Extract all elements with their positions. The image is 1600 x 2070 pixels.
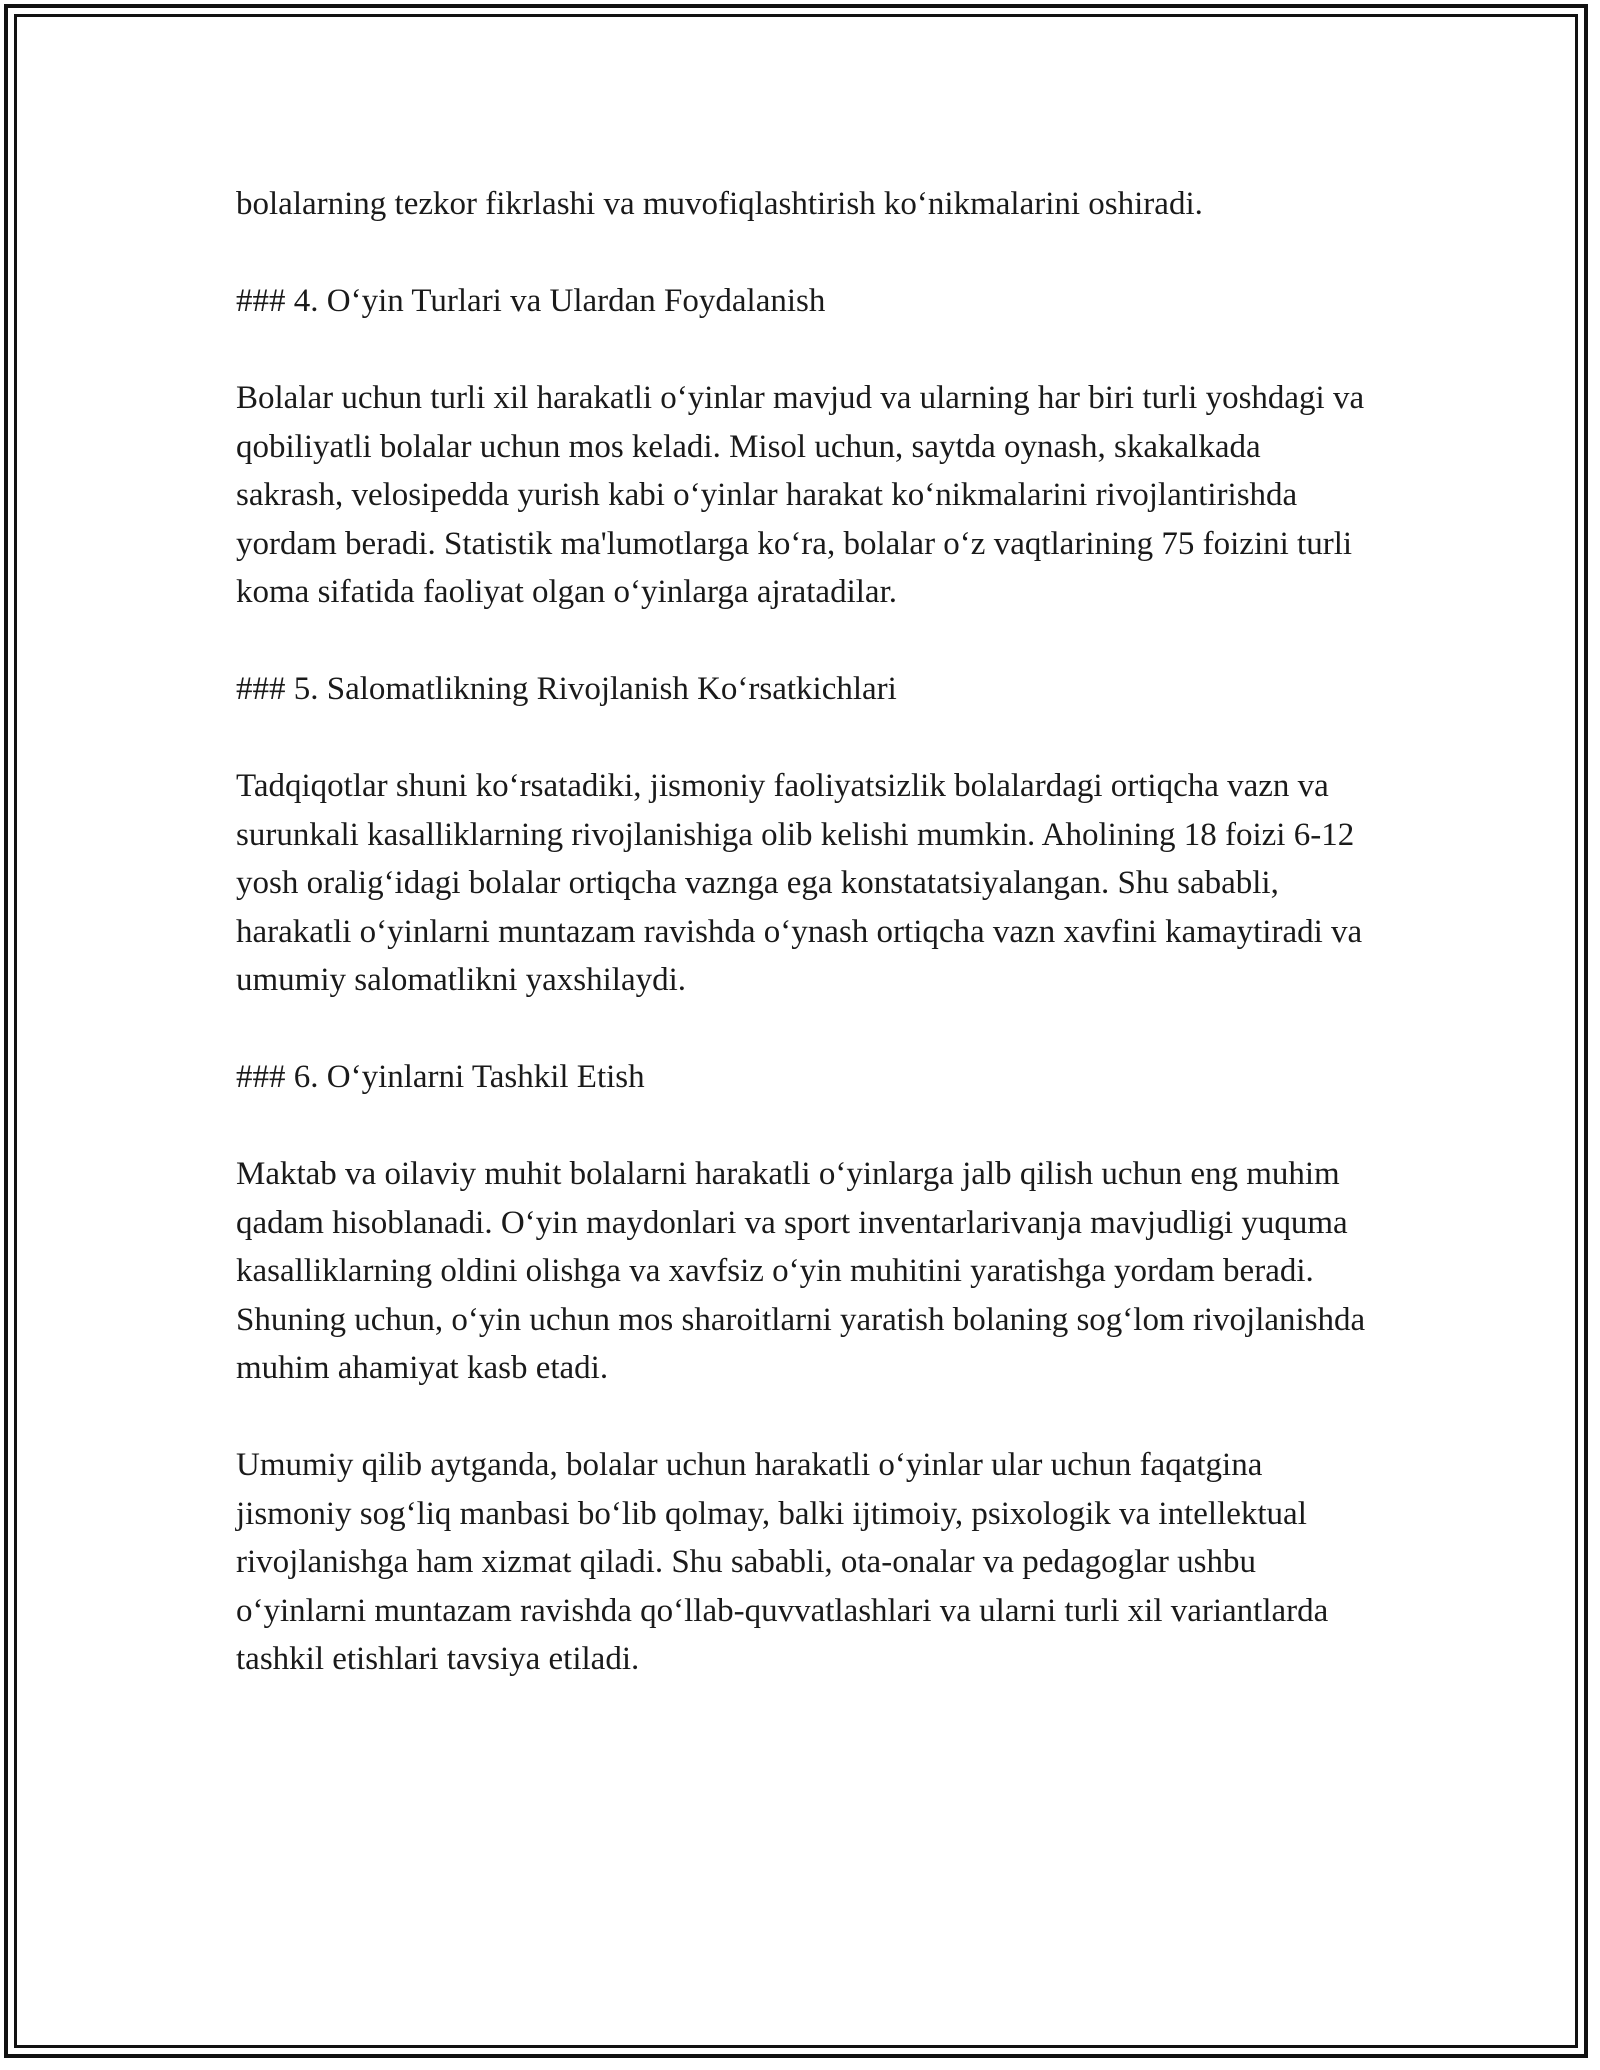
paragraph-conclusion: Umumiy qilib aytganda, bolalar uchun harakatli o‘yinlar ular uchun faqatgina jismoniy sog‘liq manbasi bo‘lib qolmay, balki ijtimoiy, psixologik va intellektual rivojlanishga ham xizmat qiladi. Shu sababli, ota-onalar va pedagoglar ushbu o‘yinlarni muntazam ravishda qo‘llab-quvvatlashlari va ularni turli xil variantlarda tashkil etishlari tavsiya etiladi. [236,1447,1329,1677]
paragraph-game-types: Bolalar uchun turli xil harakatli o‘yinlar mavjud va ularning har biri turli yoshdagi va qobiliyatli bolalar uchun mos keladi. Misol uchun, saytda oynash, skakalkada sakrash, velosipedda yurish kabi o‘yinlar harakat ko‘nikmalarini rivojlantirishda yordam beradi. Statistik ma'lumotlarga ko‘ra, bolalar o‘z vaqtlarining 75 foizini turli koma sifatida faoliyat olgan o‘yinlarga ajratadilar. [236,380,1365,610]
paragraph-health-indicators: Tadqiqotlar shuni ko‘rsatadiki, jismoniy faoliyatsizlik bolalardagi ortiqcha vazn va surunkali kasalliklarning rivojlanishiga olib kelishi mumkin. Aholining 18 foizi 6-12 yosh oralig‘idagi bolalar ortiqcha vaznga ega konstatatsiyalangan. Shu sababli, harakatli o‘yinlarni muntazam ravishda o‘ynash ortiqcha vazn xavfini kamaytiradi va umumiy salomatlikni yaxshilaydi. [236,768,1363,998]
section-heading-4: ### 4. O‘yin Turlari va Ulardan Foydalanish [236,283,826,319]
paragraph-organizing-games: Maktab va oilaviy muhit bolalarni harakatli o‘yinlarga jalb qilish uchun eng muhim qadam hisoblanadi. O‘yin maydonlari va sport inventarlarivanja mavjudligi yuquma kasalliklarning oldini olishga va xavfsiz o‘yin muhitini yaratishga yordam beradi. Shuning uchun, o‘yin uchun mos sharoitlarni yaratish bolaning sog‘lom rivojlanishda muhim ahamiyat kasb etadi. [236,1156,1366,1386]
section-heading-5: ### 5. Salomatlikning Rivojlanish Ko‘rsatkichlari [236,671,897,707]
section-heading-6: ### 6. O‘yinlarni Tashkil Etish [236,1059,645,1095]
document-body [236,180,1366,1732]
paragraph-continuation: bolalarning tezkor fikrlashi va muvofiqlashtirish ko‘nikmalarini oshiradi. [236,186,1203,222]
